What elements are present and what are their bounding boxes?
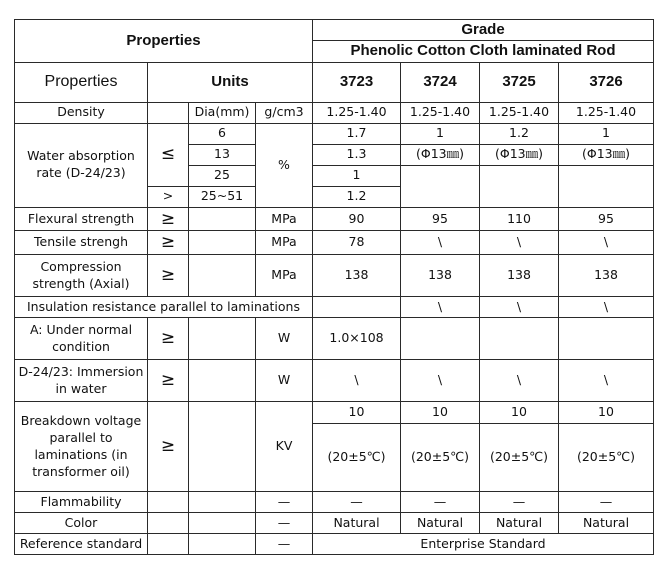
color-3726: Natural [559,513,654,534]
properties-subheader: Properties [15,62,148,102]
flexural-3725: 110 [480,207,559,231]
compression-label: Compression strength (Axial) [15,255,148,297]
compression-3725: 138 [480,255,559,297]
diameter-header: Dia(mm) [189,102,256,123]
insulation-3723 [313,297,401,318]
water-dia-6: 6 [189,123,256,144]
immersion-3726: \ [559,360,654,402]
breakdown-3724-condition: (20±5℃) [401,424,480,492]
empty-cell [189,492,256,513]
empty-cell [189,402,256,492]
compression-3723: 138 [313,255,401,297]
immersion-3723: \ [313,360,401,402]
water-dia-25: 25 [189,165,256,186]
water-3723-dia6: 1.7 [313,123,401,144]
greater-equal-symbol: ≥ [148,360,189,402]
tensile-label: Tensile strengh [15,231,148,255]
water-unit: % [256,123,313,207]
immersion-3724: \ [401,360,480,402]
density-3724: 1.25-1.40 [401,102,480,123]
normal-3726 [559,318,654,360]
water-absorption-label: Water absorption rate (D-24/23) [15,123,148,207]
flammability-3726: — [559,492,654,513]
normal-3725 [480,318,559,360]
grade-3726: 3726 [559,62,654,102]
insulation-3724: \ [401,297,480,318]
empty-cell [401,165,480,207]
grade-header: Grade [313,20,654,41]
greater-equal-symbol: ≥ [148,318,189,360]
normal-3723: 1.0×108 [313,318,401,360]
water-dia-13: 13 [189,144,256,165]
empty-cell [189,360,256,402]
insulation-3725: \ [480,297,559,318]
normal-condition-unit: W [256,318,313,360]
greater-equal-symbol: ≥ [148,255,189,297]
breakdown-3726: 10 [559,402,654,424]
empty-cell [148,513,189,534]
color-unit: — [256,513,313,534]
water-3723-dia13: 1.3 [313,144,401,165]
empty-cell [148,534,189,555]
breakdown-3726-condition: (20±5℃) [559,424,654,492]
compression-unit: MPa [256,255,313,297]
greater-equal-symbol: ≥ [148,402,189,492]
flexural-label: Flexural strength [15,207,148,231]
density-label: Density [15,102,148,123]
insulation-label: Insulation resistance parallel to laminations [15,297,313,318]
breakdown-3723: 10 [313,402,401,424]
water-3725-value: 1.2 [480,123,559,144]
normal-3724 [401,318,480,360]
breakdown-3724: 10 [401,402,480,424]
compression-3724: 138 [401,255,480,297]
water-3724-value: 1 [401,123,480,144]
breakdown-3723-condition: (20±5℃) [313,424,401,492]
units-header: Units [148,62,313,102]
empty-cell [189,207,256,231]
breakdown-3725: 10 [480,402,559,424]
water-3723-dia25: 1 [313,165,401,186]
normal-condition-label: A: Under normal condition [15,318,148,360]
flexural-3723: 90 [313,207,401,231]
empty-cell [480,165,559,207]
color-3725: Natural [480,513,559,534]
immersion-label: D-24/23: Immersion in water [15,360,148,402]
density-3723: 1.25-1.40 [313,102,401,123]
density-3725: 1.25-1.40 [480,102,559,123]
flammability-3725: — [480,492,559,513]
product-name: Phenolic Cotton Cloth laminated Rod [313,41,654,62]
compression-3726: 138 [559,255,654,297]
density-unit: g/cm3 [256,102,313,123]
water-3726-note: (Φ13㎜) [559,144,654,165]
grade-3723: 3723 [313,62,401,102]
flexural-3724: 95 [401,207,480,231]
reference-unit: — [256,534,313,555]
empty-cell [148,492,189,513]
density-3726: 1.25-1.40 [559,102,654,123]
breakdown-label: Breakdown voltage parallel to laminations (in transformer oil) [15,402,148,492]
reference-value: Enterprise Standard [313,534,654,555]
flammability-3724: — [401,492,480,513]
water-3726-value: 1 [559,123,654,144]
tensile-unit: MPa [256,231,313,255]
grade-3725: 3725 [480,62,559,102]
breakdown-unit: KV [256,402,313,492]
tensile-3726: \ [559,231,654,255]
empty-cell [559,165,654,207]
tensile-3725: \ [480,231,559,255]
properties-header: Properties [15,20,313,63]
empty-cell [148,102,189,123]
empty-cell [189,534,256,555]
empty-cell [189,513,256,534]
properties-table [14,19,654,555]
flammability-unit: — [256,492,313,513]
color-3724: Natural [401,513,480,534]
water-dia-25-51: 25~51 [189,186,256,207]
water-3724-note: (Φ13㎜) [401,144,480,165]
color-3723: Natural [313,513,401,534]
empty-cell [189,231,256,255]
reference-label: Reference standard [15,534,148,555]
immersion-3725: \ [480,360,559,402]
flexural-unit: MPa [256,207,313,231]
water-3723-dia25-51: 1.2 [313,186,401,207]
tensile-3723: 78 [313,231,401,255]
greater-than-symbol: > [148,186,189,207]
less-equal-symbol: ≤ [148,123,189,186]
greater-equal-symbol: ≥ [148,207,189,231]
tensile-3724: \ [401,231,480,255]
color-label: Color [15,513,148,534]
grade-3724: 3724 [401,62,480,102]
water-3725-note: (Φ13㎜) [480,144,559,165]
empty-cell [189,318,256,360]
flexural-3726: 95 [559,207,654,231]
flammability-label: Flammability [15,492,148,513]
flammability-3723: — [313,492,401,513]
immersion-unit: W [256,360,313,402]
greater-equal-symbol: ≥ [148,231,189,255]
insulation-3726: \ [559,297,654,318]
empty-cell [189,255,256,297]
breakdown-3725-condition: (20±5℃) [480,424,559,492]
